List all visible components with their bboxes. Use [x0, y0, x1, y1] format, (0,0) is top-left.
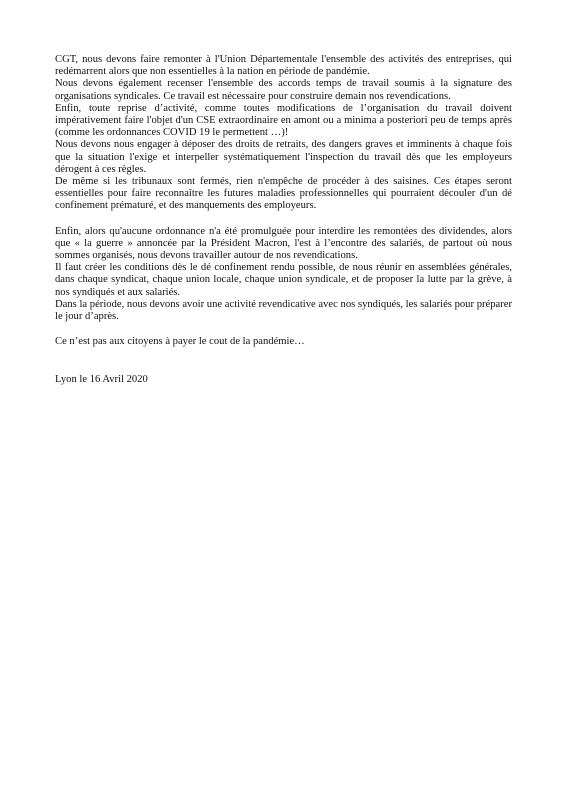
document-body: [55, 54, 512, 387]
closing-statement: Ce n’est pas aux citoyens à payer le cout de la pandémie…: [55, 336, 305, 348]
paragraph-spacer: [55, 213, 512, 226]
paragraph-reprise-activite: Enfin, toute reprise d’activité, comme toutes modifications de l’organisation du travail doivent impérativement faire l'objet d'un CSE extraordinaire en amont ou a minima a posteriori peu de temps après (comme les ordonnances COVID 19 le permettent …)!: [55, 102, 512, 139]
paragraph-assemblees-generales: Il faut créer les conditions dès le dé confinement rendu possible, de nous réunir en assemblées générales, dans chaque syndicat, chaque union locale, chaque union syndicale, et de proposer la lutte par la grève, à nos syndiqués et aux salariés.: [55, 262, 512, 298]
paragraph-dividendes: Enfin, alors qu'aucune ordonnance n'a été promulguée pour interdire les remontées des dividendes, alors que « la guerre » annoncée par la Président Macron, l'est à l’encontre des salariés, de partout où nous sommes organisés, nous devons travailler autour de nos revendications.: [55, 225, 512, 262]
paragraph-accords-temps-travail: Nous devons également recenser l'ensemble des accords temps de travail soumis à la signature des organisations syndicales. Ce travail est nécessaire pour construire demain nos revendications.: [55, 78, 512, 102]
paragraph-cgt-remontee: CGT, nous devons faire remonter à l'Union Départementale l'ensemble des activités des entreprises, qui redémarrent alors que non essentielles à la nation en période de pandémie.: [55, 54, 512, 78]
paragraph-tribunaux-saisines: De même si les tribunaux sont fermés, rien n'empêche de procéder à des saisines. Ces étapes seront essentielles pour faire reconnaître les futures maladies professionnelles qui pourraient découler d'un dé confinement prématuré, et des manquements des employeurs.: [55, 176, 512, 212]
place-date-signoff: Lyon le 16 Avril 2020: [55, 374, 148, 386]
paragraph-droits-retrait: Nous devons nous engager à déposer des droits de retraits, des dangers graves et imminents à chaque fois que la situation l'exige et interpeller systématiquement l'inspection du travail dès que les employeurs dérogent à ces règles.: [55, 139, 512, 175]
paragraph-spacer: [55, 348, 512, 374]
paragraph-activite-revendicative: Dans la période, nous devons avoir une activité revendicative avec nos syndiqués, les salariés pour préparer le jour d’après.: [55, 298, 512, 323]
paragraph-spacer: [55, 323, 512, 336]
